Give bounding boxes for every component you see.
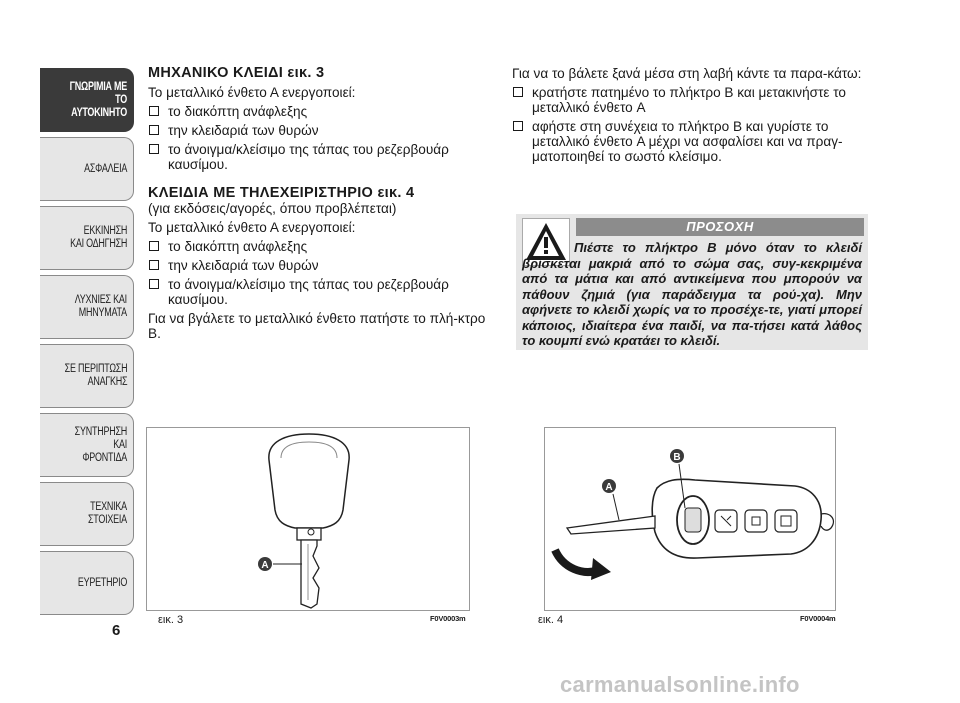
list-item: το διακόπτη ανάφλεξης [148, 239, 498, 254]
section-title-remote-key: ΚΛΕΙΔΙΑ ΜΕ ΤΗΛΕΧΕΙΡΙΣΤΗΡΙΟ εικ. 4 [148, 185, 415, 201]
list-item: το άνοιγμα/κλείσιμο της τάπας του ρεζερβουάρ καυσίμου. [148, 142, 498, 172]
bullet-list [512, 85, 868, 164]
page-number: 6 [112, 622, 121, 639]
callout-label-b: B [673, 452, 681, 463]
section-title-mechanical-key: ΜΗΧΑΝΙΚΟ ΚΛΕΙΔΙ εικ. 3 [148, 65, 325, 81]
paragraph: Για να βγάλετε το μεταλλικό ένθετο πατήστε το πλή-κτρο B. [148, 311, 486, 341]
left-column [148, 66, 498, 345]
figure-caption: εικ. 4 [538, 614, 564, 626]
right-column [512, 66, 868, 168]
list-item: αφήστε στη συνέχεια το πλήκτρο B και γυρίστε το μεταλλικό ένθετο A μέχρι να ασφαλίσει και να πραγ-ματοποιηθεί το σωστό κλείσιμο. [512, 119, 868, 164]
tab-technical-data[interactable]: ΤΕΧΝΙΚΑ ΣΤΟΙΧΕΙΑ [40, 482, 134, 546]
list-item: το άνοιγμα/κλείσιμο της τάπας του ρεζερβουάρ καυσίμου. [148, 277, 498, 307]
figure-code: F0V0004m [800, 614, 836, 623]
warning-title: ΠΡΟΣΟΧΗ [576, 218, 864, 236]
figure-caption: εικ. 3 [158, 614, 184, 626]
tab-index[interactable]: ΕΥΡΕΤΗΡΙΟ [40, 551, 134, 615]
tab-emergency[interactable]: ΣΕ ΠΕΡΙΠΤΩΣΗ ΑΝΑΓΚΗΣ [40, 344, 134, 408]
watermark: carmanualsonline.info [560, 672, 800, 697]
figure-code: F0V0003m [430, 614, 466, 623]
tab-maintenance[interactable]: ΣΥΝΤΗΡΗΣΗ ΚΑΙ ΦΡΟΝΤΙΔΑ [40, 413, 134, 477]
paragraph: (για εκδόσεις/αγορές, όπου προβλέπεται) [148, 201, 397, 216]
list-item: το διακόπτη ανάφλεξης [148, 104, 498, 119]
warning-box [516, 214, 868, 350]
paragraph: Για να το βάλετε ξανά μέσα στη λαβή κάντε τα παρα-κάτω: [512, 66, 862, 81]
paragraph: Το μεταλλικό ένθετο Α ενεργοποιεί: [148, 220, 356, 235]
list-item: την κλειδαριά των θυρών [148, 258, 498, 273]
paragraph: Το μεταλλικό ένθετο Α ενεργοποιεί: [148, 85, 356, 100]
tab-lights-messages[interactable]: ΛΥΧΝΙΕΣ ΚΑΙ ΜΗΝΥΜΑΤΑ [40, 275, 134, 339]
remote-key-illustration [545, 428, 837, 612]
bullet-list [148, 239, 498, 307]
warning-text: Πιέστε το πλήκτρο B μόνο όταν το κλειδί βρίσκεται μακριά από το σώμα σας, συγ-κεκριμένα από τα μάτια και από αντικείμενα που μπορούν να πάθουν ζημιά (για παράδειγμα τα ρού-χα). Μην αφήνετε το κλειδί χωρίς να το προσέχε-τε, γιατί μπορεί κάποιος, ιδιαίτερα ένα παιδί, να πα-τήσει κατά λάθος το κουμπί ενώ κρατάει το κλειδί. [522, 240, 862, 348]
tab-getting-to-know[interactable]: ΓΝΩΡΙΜΙΑ ΜΕ ΤΟ ΑΥΤΟΚΙΝΗΤΟ [40, 68, 134, 132]
list-item: την κλειδαριά των θυρών [148, 123, 498, 138]
figure-remote-key [544, 427, 836, 611]
bullet-list [148, 104, 498, 172]
figure-mechanical-key [146, 427, 470, 611]
tab-starting-driving[interactable]: ΕΚΚΙΝΗΣΗ ΚΑΙ ΟΔΗΓΗΣΗ [40, 206, 134, 270]
tab-safety[interactable]: ΑΣΦΑΛΕΙΑ [40, 137, 134, 201]
mechanical-key-illustration [147, 428, 471, 612]
list-item: κρατήστε πατημένο το πλήκτρο B και μετακινήστε το μεταλλικό ένθετο A [512, 85, 868, 115]
callout-label-a: A [261, 560, 269, 571]
callout-label-a: A [605, 482, 613, 493]
